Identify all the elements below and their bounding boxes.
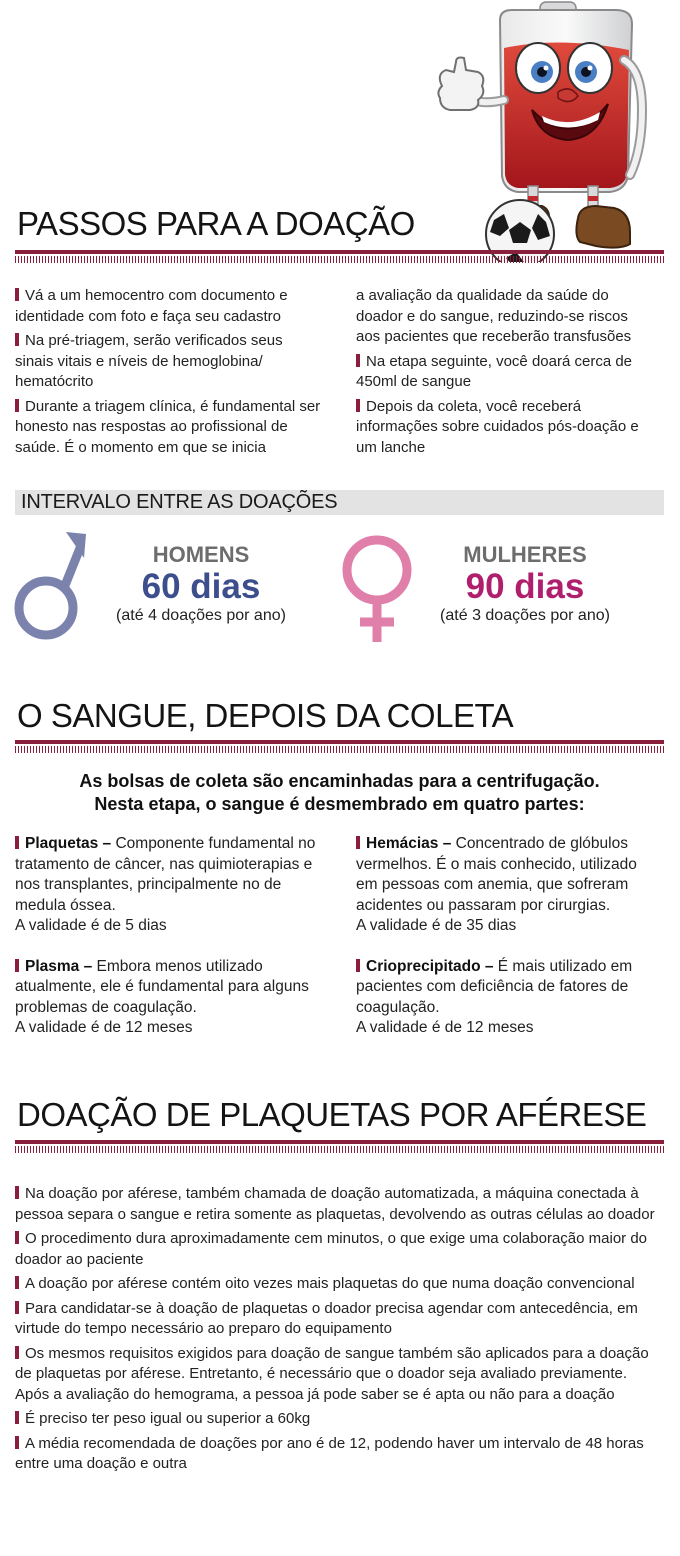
women-note: (até 3 doações por ano) xyxy=(440,607,610,624)
bullet-marker xyxy=(15,836,19,849)
list-item: A doação por aférese contém oito vezes mais plaquetas do que numa doação convencional xyxy=(15,1274,655,1295)
bullet-marker xyxy=(356,354,360,367)
list-item: Na pré-triagem, serão verificados seus sinais vitais e níveis de hemoglobina/ hematócrito xyxy=(15,332,283,390)
men-label: HOMENS xyxy=(152,542,250,567)
bullet-marker xyxy=(15,959,19,972)
bullet-marker xyxy=(15,1436,19,1449)
blood-bag-mascot xyxy=(420,0,680,262)
section-divider xyxy=(15,250,664,266)
women-label: MULHERES xyxy=(463,542,587,567)
blood-part-plasma: Plasma – Embora menos utilizado atualmente, ele é fundamental para alguns problemas de coagulação. A validade é de 12 meses xyxy=(15,957,309,1036)
steps-column-right xyxy=(356,286,656,462)
list-item: A média recomendada de doações por ano é de 12, podendo haver um intervalo de 48 horas entre uma doação e outra xyxy=(15,1434,644,1472)
list-item: Os mesmos requisitos exigidos para doação de sangue também são aplicados para a doação de plaquetas por aférese. Entretanto, é necessário que o doador seja avaliado previamente. Após a avaliação do hemograma, a pessoa já pode saber se é apta ou não para a doação xyxy=(15,1344,649,1403)
bullet-marker xyxy=(15,1301,19,1314)
section-title-aferese: DOAÇÃO DE PLAQUETAS POR AFÉRESE xyxy=(17,1096,647,1133)
section-divider xyxy=(15,740,664,756)
bullet-marker xyxy=(15,399,19,412)
section-title-sangue: O SANGUE, DEPOIS DA COLETA xyxy=(17,697,514,734)
male-symbol-icon xyxy=(8,530,88,645)
list-item: Depois da coleta, você receberá informações sobre cuidados pós-doação e um lanche xyxy=(356,397,639,456)
list-item: Na doação por aférese, também chamada de doação automatizada, a máquina conectada à pessoa separa o sangue e retira somente as plaquetas, devolvendo as outras células ao doador xyxy=(15,1185,655,1223)
aferese-list xyxy=(15,1184,655,1479)
female-symbol-icon xyxy=(332,530,422,645)
women-days: 90 dias xyxy=(465,567,585,606)
bullet-marker xyxy=(15,288,19,301)
women-interval xyxy=(420,542,630,626)
section-title-passos: PASSOS PARA A DOAÇÃO xyxy=(17,205,415,242)
list-item: O procedimento dura aproximadamente cem minutos, o que exige uma colaboração maior do doador ao paciente xyxy=(15,1230,648,1268)
bullet-marker xyxy=(15,1231,19,1244)
list-item-continuation: a avaliação da qualidade da saúde do doador e do sangue, reduzindo-se riscos aos pacientes que receberão transfusões xyxy=(356,287,632,345)
men-days: 60 dias xyxy=(141,567,261,606)
list-item: Vá a um hemocentro com documento e identidade com foto e faça seu cadastro xyxy=(15,287,288,325)
centrifuge-intro: As bolsas de coleta são encaminhadas para a centrifugação. Nesta etapa, o sangue é desmembrado em quatro partes: xyxy=(79,771,600,814)
bullet-marker xyxy=(15,1346,19,1359)
bullet-marker xyxy=(15,1276,19,1289)
bullet-marker xyxy=(356,399,360,412)
steps-column-left xyxy=(15,286,325,462)
list-item: Na etapa seguinte, você doará cerca de 450ml de sangue xyxy=(356,352,633,390)
section-divider xyxy=(15,1140,664,1156)
interval-heading: INTERVALO ENTRE AS DOAÇÕES xyxy=(15,490,664,515)
blood-part-crioprecipitado: Crioprecipitado – É mais utilizado em pacientes com deficiência de fatores de coagulação. A validade é de 12 meses xyxy=(356,957,633,1036)
men-interval xyxy=(98,542,304,626)
list-item: Para candidatar-se à doação de plaquetas o doador precisa agendar com antecedência, em virtude do tempo necessário ao preparo do equipamento xyxy=(15,1299,638,1337)
parts-column-right xyxy=(356,834,656,1059)
bullet-marker xyxy=(356,959,360,972)
blood-part-hemacias: Hemácias – Concentrado de glóbulos vermelhos. É o mais conhecido, utilizado em pessoas com anemia, que sofreram acidentes ou passaram por cirurgias. A validade é de 35 dias xyxy=(356,835,637,934)
list-item: É preciso ter peso igual ou superior a 60kg xyxy=(15,1409,655,1430)
bullet-marker xyxy=(15,1186,19,1199)
bullet-marker xyxy=(15,333,19,346)
men-note: (até 4 doações por ano) xyxy=(116,607,286,624)
list-item: Durante a triagem clínica, é fundamental ser honesto nas respostas ao profissional de saúde. É o momento em que se inicia xyxy=(15,397,321,456)
blood-part-plaquetas: Plaquetas – Componente fundamental no tratamento de câncer, nas quimioterapias e nos transplantes, principalmente no de medula óssea. A validade é de 5 dias xyxy=(15,835,316,934)
bullet-marker xyxy=(15,1411,19,1424)
parts-column-left xyxy=(15,834,325,1059)
bullet-marker xyxy=(356,836,360,849)
